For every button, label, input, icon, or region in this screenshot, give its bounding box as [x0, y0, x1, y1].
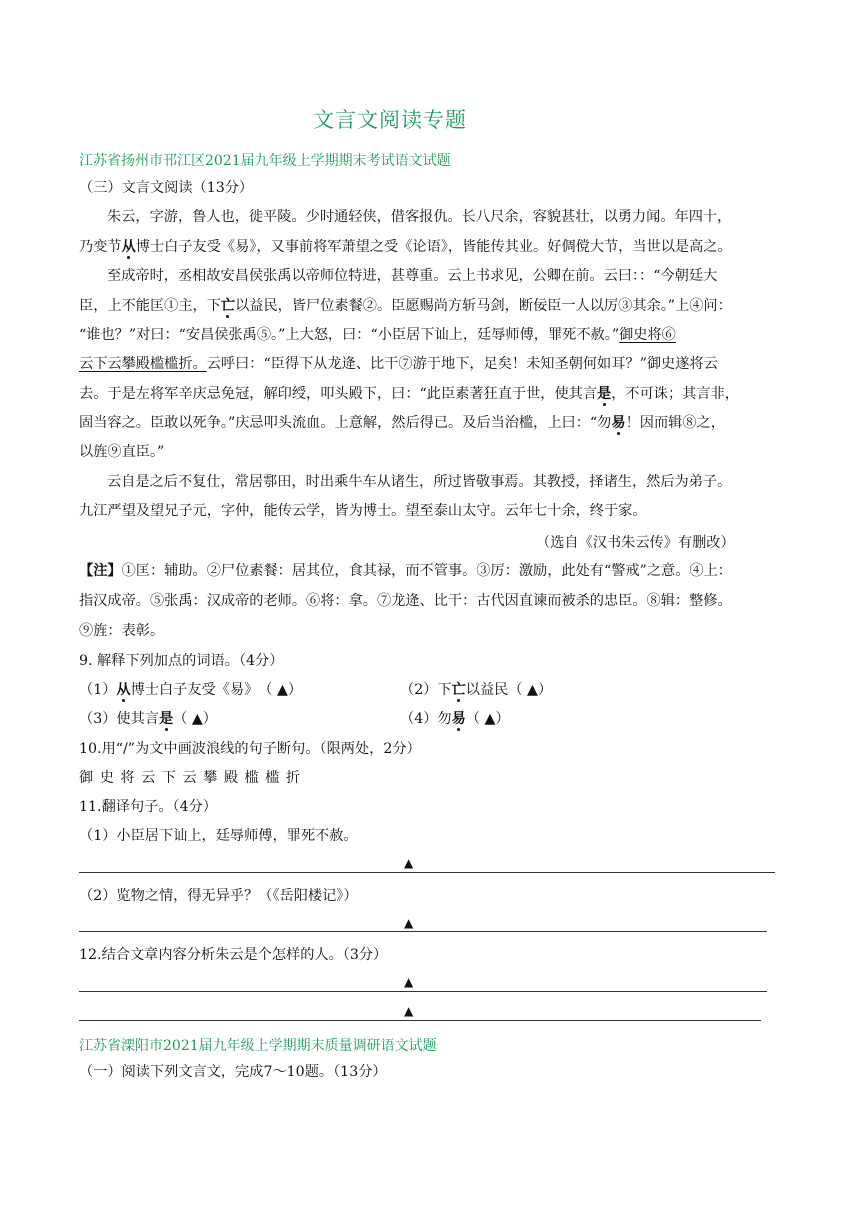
question-9-stem: 9. 解释下列加点的词语。（4分） — [79, 653, 284, 669]
dotted-word: 是 — [597, 386, 612, 402]
answer-triangle-icon: ▲ — [404, 916, 414, 930]
question-9-item-2: （2）下亡以益民（ ▲） — [400, 682, 553, 698]
passage-line: 云自是之后不复仕，常居鄠田，时出乘牛车从诸生，所过皆敬事焉。其教授，择诸生，然后为弟子。 — [107, 474, 732, 490]
dotted-word: 从 — [116, 682, 131, 698]
dotted-word: 易 — [451, 711, 466, 727]
notes-line: 【注】①匡：辅助。②尸位素餐：居其位，食其禄，而不管事。③厉：激励，此处有“警戒”之意。④上： — [79, 563, 732, 579]
passage-line: 去。于是左将军辛庆忌免冠，解印绶，叩头殿下，曰：“此臣素著狂直于世，使其言是，不可诛；其言非， — [79, 386, 739, 402]
answer-line[interactable] — [79, 931, 767, 932]
question-11-sentence-2: （2）览物之情，得无异乎？（《岳阳楼记》） — [79, 888, 358, 904]
section-heading: （三）文言文阅读（13分） — [79, 180, 254, 196]
passage-line: “谁也？”对曰：“安昌侯张禹⑤。”上大怒，曰：“小臣居下讪上，廷辱师傅，罪死不赦。”御史将⑥ — [79, 327, 676, 343]
answer-line[interactable] — [79, 872, 775, 873]
answer-line[interactable] — [79, 1020, 761, 1021]
section-heading: （一）阅读下列文言文，完成7～10题。（13分） — [79, 1064, 387, 1080]
answer-triangle-icon: ▲ — [404, 1004, 414, 1018]
source-heading: 江苏省扬州市邗江区2021届九年级上学期期末考试语文试题 — [79, 153, 451, 169]
passage-line: 固当容之。臣敢以死争。”庆忌叩头流血。上意解，然后得已。及后当治槛，上曰：“勿易！因而辑⑧之， — [79, 415, 725, 431]
passage-line: 云下云攀殿槛槛折。云呼曰：“臣得下从龙逄、比干⑦游于地下，足矣！未知圣朝何如耳？”御史遂将云 — [79, 356, 718, 372]
passage-line: 朱云，字游，鲁人也，徙平陵。少时通轻侠，借客报仇。长八尺余，容貌甚壮，以勇力闻。年四十， — [107, 209, 732, 225]
passage-line: 至成帝时，丞相故安昌侯张禹以帝师位特进，甚尊重。云上书求见，公卿在前。云曰：：“今朝廷大 — [107, 268, 718, 284]
dotted-word: 亡 — [451, 682, 466, 698]
answer-line[interactable] — [79, 991, 767, 992]
dotted-word: 从 — [121, 239, 136, 255]
citation: （选自《汉书朱云传》有删改） — [536, 535, 735, 551]
wavy-underlined-sentence: 御史将⑥ — [619, 327, 676, 343]
notes-line: ⑨旌：表彰。 — [79, 623, 165, 639]
passage-line: 以旌⑨直臣。” — [79, 444, 165, 460]
question-10-stem: 10.用“/”为文中画波浪线的句子断句。（限两处，2分） — [79, 741, 421, 757]
question-9-item-1: （1）从博士白子友受《易》 （ ▲） — [79, 682, 303, 698]
passage-line: 乃变节从博士白子友受《易》，又事前将军萧望之受《论语》，皆能传其业。好倜傥大节，当世以是高之。 — [79, 239, 732, 255]
wavy-underlined-sentence: 云下云攀殿槛槛折。 — [79, 356, 207, 372]
question-9-item-4: （4）勿易（ ▲） — [400, 711, 510, 727]
answer-triangle-icon: ▲ — [404, 975, 414, 989]
dotted-word: 是 — [158, 711, 174, 727]
answer-triangle-icon: ▲ — [404, 856, 414, 870]
question-11-sentence-1: （1）小臣居下讪上，廷辱师傅，罪死不赦。 — [79, 828, 358, 844]
question-12-stem: 12.结合文章内容分析朱云是个怎样的人。（3分） — [79, 947, 388, 963]
dotted-word: 亡 — [220, 298, 236, 314]
notes-label: 【注】 — [79, 563, 122, 579]
passage-line: 九江严望及望兄子元，字仲，能传云学，皆为博士。望至泰山太守。云年七十余，终于家。 — [79, 503, 647, 519]
source-heading: 江苏省溧阳市2021届九年级上学期期末质量调研语文试题 — [79, 1038, 437, 1054]
passage-line: 臣，上不能匡①主，下亡以益民，皆尸位素餐②。臣愿赐尚方斩马剑，断佞臣一人以厉③其余。”上④问： — [79, 298, 732, 314]
question-9-item-3: （3）使其言是（ ▲） — [79, 711, 217, 727]
notes-line: 指汉成帝。⑤张禹：汉成帝的老师。⑥将：拿。⑦龙逄、比干：古代因直谏而被杀的忠臣。⑧辑：整修。 — [79, 593, 732, 609]
page-title: 文言文阅读专题 — [313, 108, 467, 132]
question-11-stem: 11.翻译句子。（4分） — [79, 799, 217, 815]
dotted-word: 易 — [611, 415, 626, 431]
question-10-sentence: 御史将云下云攀殿槛槛折 — [79, 770, 307, 786]
